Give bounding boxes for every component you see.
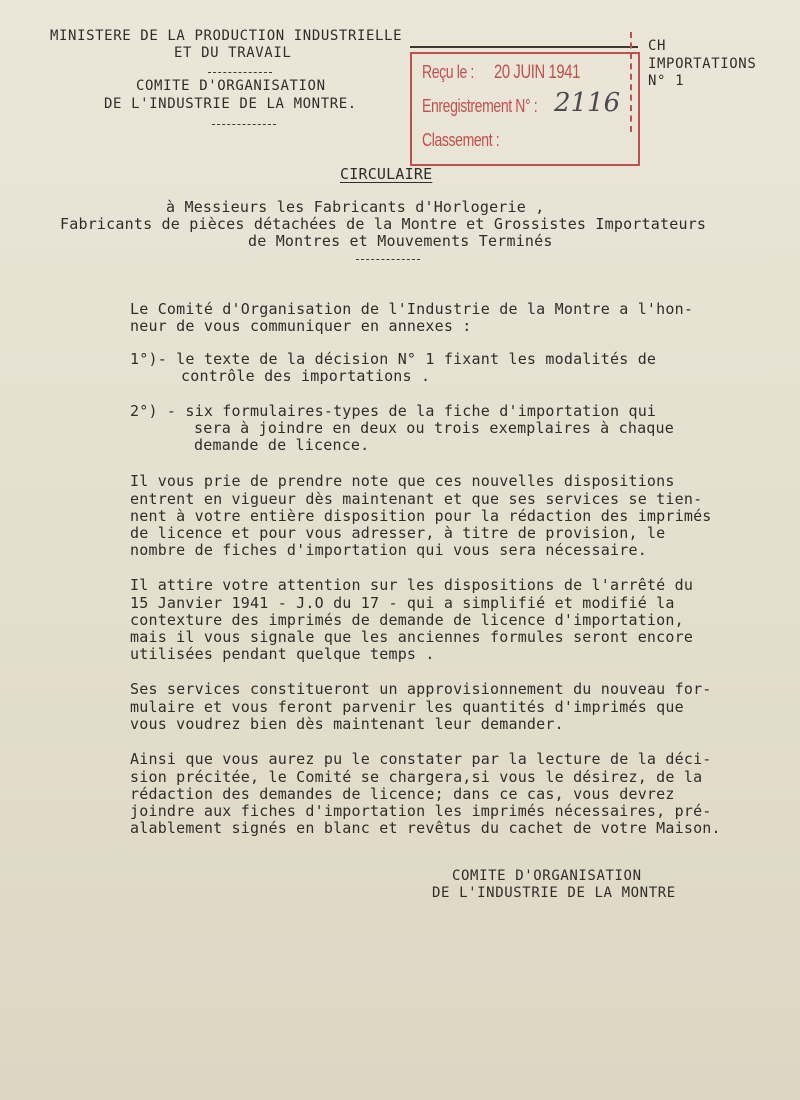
comite-name: COMITE D'ORGANISATION	[136, 78, 326, 94]
body-text-line: 15 Janvier 1941 - J.O du 17 - qui a simplifié et modifié la	[130, 594, 675, 612]
body-text-line: de licence et pour vous adresser, à titre de provision, le	[130, 524, 666, 542]
received-stamp	[410, 52, 640, 166]
addressee-line: de Montres et Mouvements Terminés	[248, 232, 553, 250]
header-divider	[212, 124, 276, 125]
signature-line: DE L'INDUSTRIE DE LA MONTRE	[432, 885, 676, 901]
list-item-line: sera à joindre en deux ou trois exemplaires à chaque	[194, 419, 674, 437]
stamp-registration-number: 2116	[554, 88, 621, 118]
signature-line: COMITE D'ORGANISATION	[452, 868, 642, 884]
list-item-line: 2°) - six formulaires-types de la fiche d'importation qui	[130, 402, 657, 420]
stamp-filing-label: Classement :	[422, 130, 500, 150]
ministry-name-continued: ET DU TRAVAIL	[174, 45, 292, 61]
body-text-line: rédaction des demandes de licence; dans ce cas, vous devrez	[130, 785, 675, 803]
addressee-line: Fabricants de pièces détachées de la Montre et Grossistes Importateurs	[60, 215, 707, 233]
list-item-line: demande de licence.	[194, 436, 370, 454]
body-text-line: mais il vous signale que les anciennes formules seront encore	[130, 628, 694, 646]
body-text-line: mulaire et vous feront parvenir les quantités d'imprimés que	[130, 698, 684, 716]
body-text-line: Ses services constitueront un approvisionnement du nouveau for-	[130, 680, 712, 698]
ministry-name: MINISTERE DE LA PRODUCTION INDUSTRIELLE	[50, 28, 403, 44]
addressee-line: à Messieurs les Fabricants d'Horlogerie ,	[166, 198, 545, 216]
body-text-line: alablement signés en blanc et revêtus du cachet de votre Maison.	[130, 819, 721, 837]
comite-name-continued: DE L'INDUSTRIE DE LA MONTRE.	[104, 96, 357, 112]
list-item-line: contrôle des importations .	[181, 367, 431, 385]
body-text-line: utilisées pendant quelque temps .	[130, 645, 435, 663]
body-text-line: sion précitée, le Comité se chargera,si vous le désirez, de la	[130, 768, 703, 786]
stamp-registration-label: Enregistrement N° :	[422, 96, 538, 116]
reference-code: CH	[648, 38, 667, 54]
body-text-line: Ainsi que vous aurez pu le constater par la lecture de la déci-	[130, 750, 712, 768]
addressee-divider	[356, 259, 420, 260]
document-title: CIRCULAIRE	[340, 165, 433, 183]
body-text-line: nent à votre entière disposition pour la rédaction des imprimés	[130, 507, 712, 525]
reference-subject: IMPORTATIONS	[648, 56, 757, 72]
body-text-line: Il attire votre attention sur les dispositions de l'arrêté du	[130, 576, 694, 594]
header-divider	[208, 72, 272, 73]
body-text-line: Il vous prie de prendre note que ces nouvelles dispositions	[130, 472, 675, 490]
reference-number: N° 1	[648, 73, 685, 89]
header-rule	[410, 46, 638, 48]
stamp-received-label: Reçu le :	[422, 62, 474, 82]
list-item-line: 1°)- le texte de la décision N° 1 fixant les modalités de	[130, 350, 657, 368]
body-text-line: vous voudrez bien dès maintenant leur demander.	[130, 715, 564, 733]
stamp-received-date: 20 JUIN 1941	[494, 62, 580, 83]
body-text-line: entrent en vigueur dès maintenant et que ses services se tien-	[130, 490, 703, 508]
body-text-line: Le Comité d'Organisation de l'Industrie de la Montre a l'hon-	[130, 300, 694, 318]
body-text-line: contexture des imprimés de demande de licence d'importation,	[130, 611, 684, 629]
body-text-line: neur de vous communiquer en annexes :	[130, 317, 472, 335]
body-text-line: joindre aux fiches d'importation les imprimés nécessaires, pré-	[130, 802, 712, 820]
body-text-line: nombre de fiches d'importation qui vous sera nécessaire.	[130, 541, 647, 559]
